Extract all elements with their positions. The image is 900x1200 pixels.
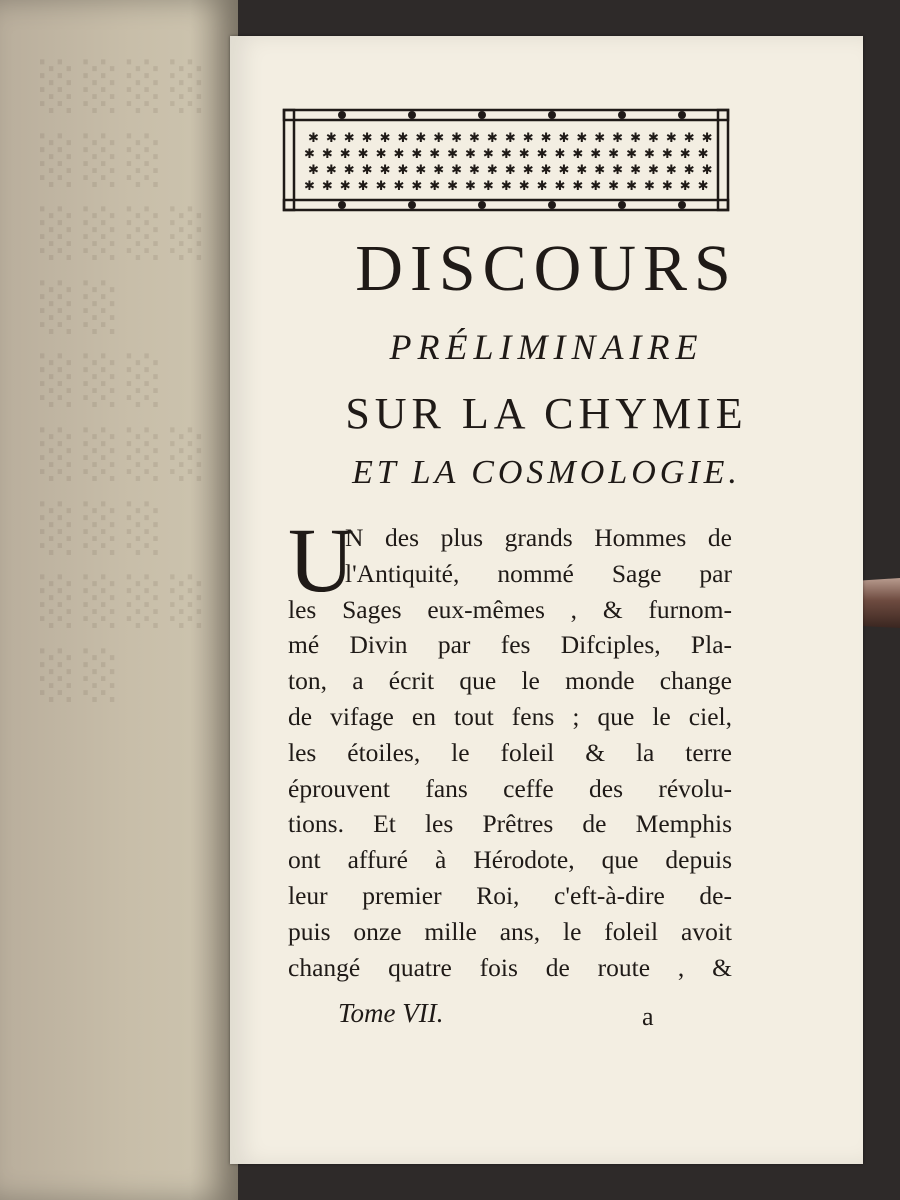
facing-left-page <box>0 0 238 1200</box>
svg-text:✱✱✱✱✱✱✱✱✱✱✱✱✱✱✱✱✱✱✱✱✱✱✱: ✱✱✱✱✱✱✱✱✱✱✱✱✱✱✱✱✱✱✱✱✱✱✱ <box>304 147 716 162</box>
text-line: ont affuré à Hérodote, que depuis <box>288 845 732 875</box>
show-through-text: ░░░░ ░░░ ░░░░ ░░ ░░░ ░░░░ ░░░ ░░░░ ░░ <box>40 59 214 702</box>
signature-mark: a <box>642 1002 654 1031</box>
text-line: l'Antiquité, nommé Sage par <box>345 558 732 588</box>
page-subtitle-topic: SUR LA CHYMIE <box>345 389 748 438</box>
text-line: les Sages eux-mêmes , & furnom- <box>288 594 732 624</box>
text-line: les étoiles, le foleil & la terre <box>288 737 732 767</box>
svg-text:✱✱✱✱✱✱✱✱✱✱✱✱✱✱✱✱✱✱✱✱✱✱✱: ✱✱✱✱✱✱✱✱✱✱✱✱✱✱✱✱✱✱✱✱✱✱✱ <box>304 179 716 194</box>
text-line: éprouvent fans ceffe des révolu- <box>288 773 732 803</box>
headpiece-ornament <box>282 106 730 216</box>
text-line: de vifage en tout fens ; que le ciel, <box>288 701 732 731</box>
text-line: tions. Et les Prêtres de Memphis <box>288 809 732 839</box>
text-line: mé Divin par fes Difciples, Pla- <box>288 630 732 660</box>
page-subtitle-topic-2: ET LA COSMOLOGIE. <box>352 454 741 491</box>
svg-text:✱✱✱✱✱✱✱✱✱✱✱✱✱✱✱✱✱✱✱✱✱✱✱: ✱✱✱✱✱✱✱✱✱✱✱✱✱✱✱✱✱✱✱✱✱✱✱ <box>308 163 720 178</box>
volume-signature: Tome VII. <box>338 998 444 1028</box>
text-line: puis onze mille ans, le foleil avoit <box>288 916 732 946</box>
text-line: changé quatre fois de route , & <box>288 952 732 982</box>
body-paragraph <box>288 520 732 985</box>
page-title: DISCOURS <box>355 232 738 305</box>
book-page <box>230 36 863 1164</box>
page-subtitle: PRÉLIMINAIRE <box>389 327 704 367</box>
drop-cap: U <box>288 509 355 611</box>
text-line: N des plus grands Hommes de <box>345 523 732 552</box>
text-line: leur premier Roi, c'eft-à-dire de- <box>288 880 732 910</box>
svg-text:✱✱✱✱✱✱✱✱✱✱✱✱✱✱✱✱✱✱✱✱✱✱✱: ✱✱✱✱✱✱✱✱✱✱✱✱✱✱✱✱✱✱✱✱✱✱✱ <box>308 131 720 146</box>
text-line: ton, a écrit que le monde change <box>288 666 732 696</box>
